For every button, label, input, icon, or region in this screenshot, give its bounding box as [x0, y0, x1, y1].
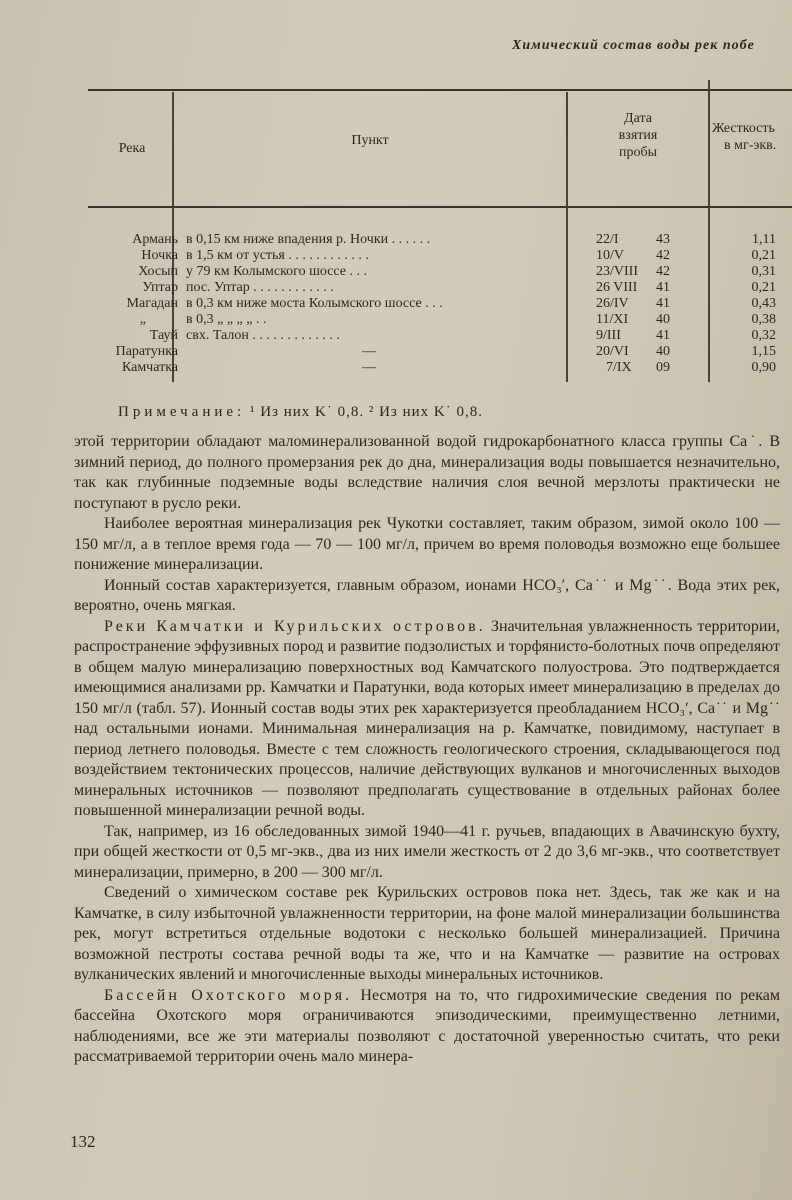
note-label: Примечание:: [118, 404, 246, 420]
cell-hardness: 0,43: [751, 296, 776, 311]
header-date-line: взятия: [618, 128, 658, 143]
cell-river: Ночка: [141, 248, 178, 263]
paragraph: [74, 986, 780, 1068]
cell-point: свх. Талон . . . . . . . . . . . . .: [186, 328, 340, 343]
paragraph: этой территории обладают маломинерализованной водой гидрокарбонатного класса группы Ca˙. В зимний период, до полного промерзания рек до дна, минерализация воды повышается незначительно, так как глубинные подземные воды вследствие наличия слоя вечной мерзлоты практически не поступают в русло реки.: [74, 433, 780, 512]
cell-river: Тауй: [149, 328, 178, 343]
cell-date: 26/IV: [596, 296, 629, 311]
header-hardness: [712, 120, 792, 154]
table-row: [0, 248, 792, 264]
cell-hardness: 1,15: [751, 344, 776, 359]
cell-value: 40: [656, 344, 670, 359]
cell-point: в 1,5 км от устья . . . . . . . . . . . .: [186, 248, 369, 263]
paragraph-text: Несмотря на то, что гидрохимические сведения по рекам бассейна Охотского моря ограничиваются эпизодическими, преимущественно летними, наблюдениями, все же эти материалы позволяют с достаточной уверенностью считать, что реки рассматриваемой территории очень мало минера-: [74, 986, 781, 1065]
cell-point: в 0,3 „ „ „ „ . .: [186, 312, 267, 327]
table-row: [0, 296, 792, 312]
cell-river: „: [139, 312, 146, 327]
cell-river: Камчатка: [121, 360, 178, 375]
table-top-rule: [88, 89, 792, 91]
cell-date: 23/VIII: [596, 264, 638, 279]
paragraph-text: Значительная увлажненность территории, распространение эффузивных пород и развитие подзолистых и торфянисто-болотных почв определяют в общем малую минерализацию поверхностных вод Камчатского полуострова. Это подтверждается имеющимися анализами рр. Камчатки и Паратунки, вода которых имеет минерализацию в пределах до 150 мг/л (табл. 57). Ионный состав воды этих рек характеризуется преобладанием HCO₃′, Ca˙˙ и Mg˙˙ над остальными ионами. Минимальная минерализация на р. Камчатке, повидимому, наступает в период летнего половодья. Вместе с тем сложность геологического строения, складывающегося под воздействием тектонических процессов, наличие действующих вулканов и многочисленных выходов минеральных источников — позволяют предполагать существование в отдельных районах более повышенной минерализации речной воды.: [74, 617, 781, 819]
paragraph: Сведений о химическом составе рек Курильских островов пока нет. Здесь, так же как и на Камчатке, в силу избыточной увлажненности территории, на фоне малой минерализации большинства рек, могут встретиться отдельные водотоки с несколько большей минерализацией. Причина возможной пестроты состава речной воды та же, что и на Камчатке — развитие на островах вулканических явлений и многочисленные выходы минеральных источников.: [74, 884, 780, 983]
cell-date: 9/III: [596, 328, 621, 343]
cell-date: 26 VIII: [596, 280, 638, 295]
cell-hardness: 0,21: [751, 248, 776, 263]
paragraph: [74, 617, 780, 822]
cell-river: Паратунка: [115, 344, 178, 359]
cell-point: —: [362, 344, 376, 359]
cell-date: 11/XI: [596, 312, 629, 327]
cell-value: 41: [656, 328, 670, 343]
table-row: [0, 360, 792, 376]
paragraph: Наиболее вероятная минерализация рек Чукотки составляет, таким образом, зимой около 100 — 150 мг/л, а в теплое время года — 70 — 100 мг/л, причем во время половодья возможно еще большее понижение минерализации.: [74, 515, 780, 573]
table-row: [0, 264, 792, 280]
cell-value: 41: [656, 280, 670, 295]
cell-river: Армань: [132, 232, 178, 247]
cell-value: 43: [656, 232, 670, 247]
header-date-line: пробы: [618, 145, 658, 160]
cell-value: 09: [656, 360, 670, 375]
cell-hardness: 0,32: [751, 328, 776, 343]
header-hardness-line: Жесткость: [712, 121, 775, 136]
cell-river: Магадан: [126, 296, 178, 311]
section-heading: Реки Камчатки и Курильских островов.: [104, 617, 486, 635]
page-number: 132: [70, 1132, 96, 1151]
header-point: Пункт: [351, 133, 389, 148]
table-row: [0, 232, 792, 248]
cell-point: —: [362, 360, 376, 375]
cell-point: в 0,15 км ниже впадения р. Ночки . . . . . .: [186, 232, 431, 247]
cell-point: в 0,3 км ниже моста Колымского шоссе . . .: [186, 296, 443, 311]
cell-date: 7/IX: [606, 360, 632, 375]
header-river: Река: [118, 141, 146, 156]
table-header-rule: [88, 206, 792, 208]
paragraph: Ионный состав характеризуется, главным образом, ионами HCO₃′, Ca˙˙ и Mg˙˙. Вода этих рек, вероятно, очень мягкая.: [74, 576, 780, 614]
header-hardness-line: в мг-экв.: [724, 138, 777, 153]
note-text: ¹ Из них K˙ 0,8. ² Из них K˙ 0,8.: [245, 404, 483, 420]
cell-date: 20/VI: [596, 344, 629, 359]
header-date-line: Дата: [624, 111, 652, 126]
body-text: [74, 432, 780, 1068]
cell-river: Уптар: [142, 280, 178, 295]
cell-date: 22/I: [596, 232, 619, 247]
cell-point: у 79 км Колымского шоссе . . .: [186, 264, 368, 279]
table-row: [0, 344, 792, 360]
table-note: [118, 404, 483, 421]
table-row: [0, 280, 792, 296]
cell-value: 41: [656, 296, 670, 311]
cell-date: 10/V: [596, 248, 624, 263]
cell-hardness: 1,11: [752, 232, 776, 247]
cell-hardness: 0,38: [751, 312, 776, 327]
cell-river: Хосып: [138, 264, 178, 279]
table-row: [0, 328, 792, 344]
cell-hardness: 0,21: [751, 280, 776, 295]
header-date: [596, 110, 680, 161]
cell-hardness: 0,90: [751, 360, 776, 375]
cell-point: пос. Уптар . . . . . . . . . . . .: [186, 280, 334, 295]
cell-hardness: 0,31: [751, 264, 776, 279]
cell-value: 40: [656, 312, 670, 327]
cell-value: 42: [656, 264, 670, 279]
table-row: [0, 312, 792, 328]
cell-value: 42: [656, 248, 670, 263]
running-head: Химический состав воды рек побе: [512, 38, 755, 53]
paragraph: Так, например, из 16 обследованных зимой 1940—41 г. ручьев, впадающих в Авачинскую бухту, при общей жесткости от 0,5 мг-экв., два из них имели жесткость от 2 до 3,6 мг-экв., что соответствует минерализации, примерно, в 200 — 300 мг/л.: [74, 822, 780, 881]
section-heading: Бассейн Охотского моря.: [104, 986, 353, 1004]
